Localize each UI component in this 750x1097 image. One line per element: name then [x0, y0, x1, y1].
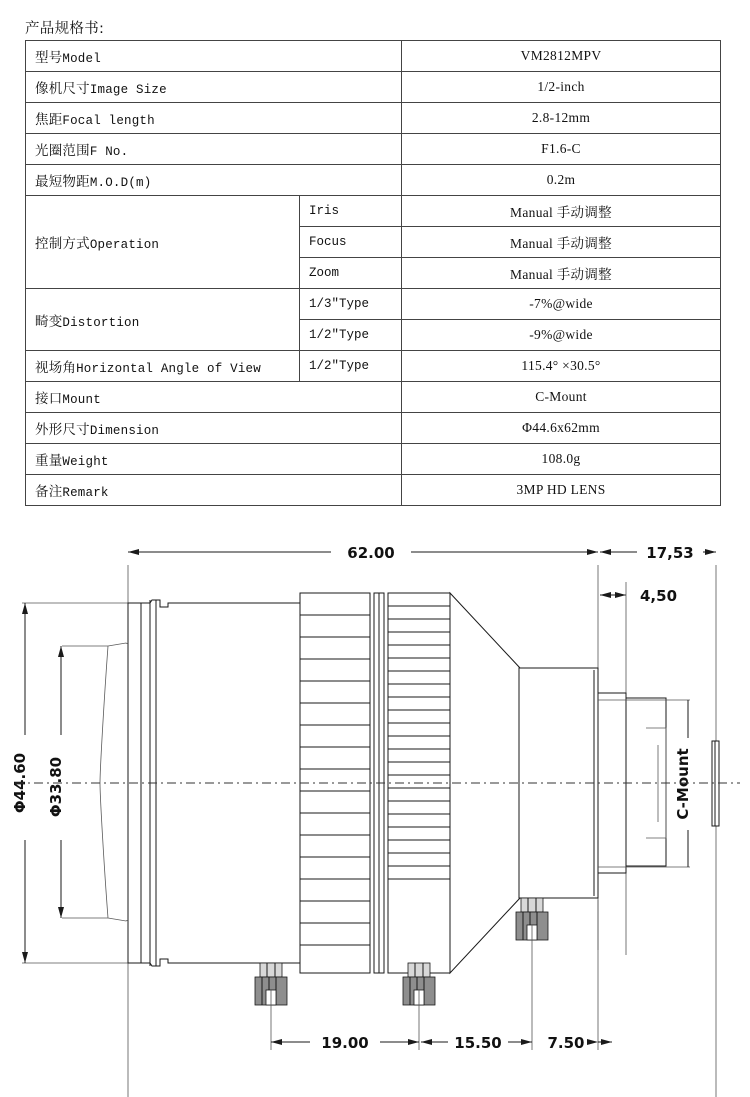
row-label-mod: 最短物距M.O.D(m)	[26, 165, 402, 196]
dimension-label-screw-to-rear: 7.50	[547, 1034, 585, 1052]
row-label-focal-length: 焦距Focal length	[26, 103, 402, 134]
table-row	[26, 382, 721, 413]
dimension-label-screw-spacing-1: 19.00	[321, 1034, 369, 1052]
dimension-label-rear-section: 17,53	[646, 544, 694, 562]
table-row	[26, 351, 721, 382]
lens-dimension-drawing	[0, 520, 750, 1097]
row-value-focus: Manual 手动调整	[402, 227, 721, 258]
table-row	[26, 72, 721, 103]
row-label-image-size: 像机尺寸Image Size	[26, 72, 402, 103]
dimension-label-front-lens-diameter: Φ33.80	[47, 756, 65, 818]
row-value-focal-length: 2.8-12mm	[402, 103, 721, 134]
dimension-label-screw-spacing-2: 15.50	[454, 1034, 502, 1052]
row-subtype-distortion-12: 1/2″Type	[300, 320, 402, 351]
dimension-front-lens-diameter	[47, 646, 108, 918]
row-value-distortion-13: -7%@wide	[402, 289, 721, 320]
table-row	[26, 289, 721, 320]
row-value-aperture: F1.6-C	[402, 134, 721, 165]
row-value-dimension: Φ44.6x62mm	[402, 413, 721, 444]
row-label-angle-of-view: 视场角Horizontal Angle of View	[26, 351, 300, 382]
row-label-mount: 接口Mount	[26, 382, 402, 413]
dimension-label-rear-flange: 4,50	[640, 587, 678, 605]
row-subtype-angle-of-view: 1/2″Type	[300, 351, 402, 382]
row-value-model: VM2812MPV	[402, 41, 721, 72]
row-label-model: 型号Model	[26, 41, 402, 72]
row-value-image-size: 1/2-inch	[402, 72, 721, 103]
row-value-angle-of-view: 115.4° ×30.5°	[402, 351, 721, 382]
row-label-aperture: 光圈范围F No.	[26, 134, 402, 165]
table-row	[26, 444, 721, 475]
table-row	[26, 134, 721, 165]
table-row	[26, 475, 721, 506]
row-value-zoom: Manual 手动调整	[402, 258, 721, 289]
table-row	[26, 165, 721, 196]
row-value-iris: Manual 手动调整	[402, 196, 721, 227]
dimension-label-overall-length: 62.00	[347, 544, 395, 562]
table-row	[26, 413, 721, 444]
row-label-remark: 备注Remark	[26, 475, 402, 506]
row-value-mount: C-Mount	[402, 382, 721, 413]
table-row	[26, 41, 721, 72]
c-mount-label: C-Mount	[674, 748, 692, 820]
row-value-distortion-12: -9%@wide	[402, 320, 721, 351]
row-value-weight: 108.0g	[402, 444, 721, 475]
row-subtype-iris: Iris	[300, 196, 402, 227]
table-row	[26, 103, 721, 134]
page-title: 产品规格书:	[25, 21, 105, 37]
row-label-dimension: 外形尺寸Dimension	[26, 413, 402, 444]
row-label-distortion: 畸变Distortion	[26, 289, 300, 351]
row-subtype-zoom: Zoom	[300, 258, 402, 289]
row-label-weight: 重量Weight	[26, 444, 402, 475]
row-subtype-focus: Focus	[300, 227, 402, 258]
table-row	[26, 196, 721, 227]
row-value-mod: 0.2m	[402, 165, 721, 196]
row-subtype-distortion-13: 1/3″Type	[300, 289, 402, 320]
dimension-label-outer-diameter: Φ44.60	[11, 752, 29, 814]
specification-table	[25, 40, 721, 506]
row-label-operation: 控制方式Operation	[26, 196, 300, 289]
row-value-remark: 3MP HD LENS	[402, 475, 721, 506]
